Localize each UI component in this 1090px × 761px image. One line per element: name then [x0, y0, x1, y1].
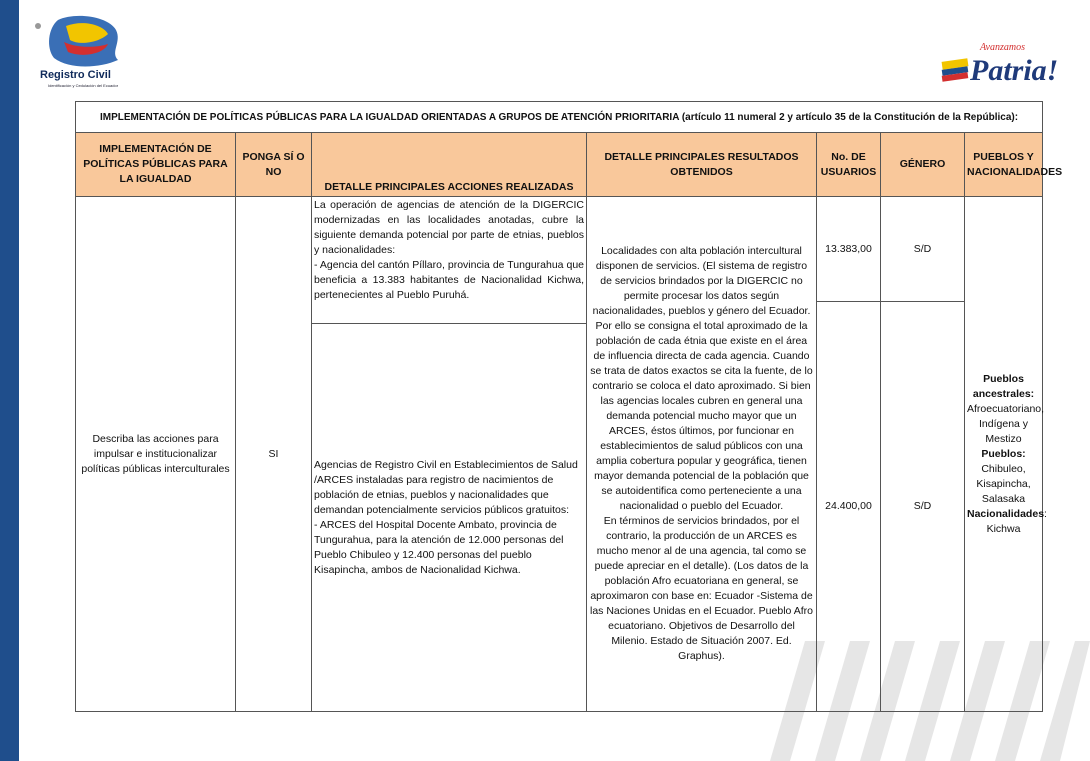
policies-table [75, 101, 1063, 712]
answer-cell: SI [236, 197, 312, 712]
logo-main-text: Patria! [970, 54, 1059, 87]
header-yes-no: PONGA SÍ O NO [236, 133, 312, 197]
results-cell: Localidades con alta población intercultural disponen de servicios. (El sistema de registro de servicios brindados por la DIGERCIC no permite procesar los datos según nacionalidades, pueblos y género del Ecuador. Por ello se consigna el total aproximado de la población de cada étnia que existe en el área de influencia directa de cada agencia. Cuando se trata de datos exactos se cita la fuente, de lo contrario se coloca el dato aproximado. Si bien las agencias locales cubren en general una demanda potencial mucho mayor que un ARCES, éstos últimos, por funcionar en establecimientos de salud públicos con una amplia cobertura popular y geográfica, tienen mayor demanda potencial de la población que se autoidentifica como perteneciente a una nacionalidad o pueblo del Ecuador. En términos de servicios brindados, por el contrario, la producción de un ARCES es mucho menor al de una agencia, tal como se puede apreciar en el detalle). (Los datos de la población Afro ecuatoriana en general, se aproximaron con base en: Ecuador -Sistema de las Naciones Unidas en el Ecuador. Pueblo Afro ecuatoriano. Objetivos de Desarrollo del Milenio. Estado de Situación 2007. Ed. Graphus). [587, 197, 817, 712]
registro-civil-logo [30, 12, 140, 98]
gender-cell-2: S/D [881, 302, 965, 712]
header-policy: IMPLEMENTACIÓN DE POLÍTICAS PÚBLICAS PARA LA IGUALDAD [76, 133, 236, 197]
left-blue-bar [0, 0, 19, 761]
header-actions: DETALLE PRINCIPALES ACCIONES REALIZADAS [312, 133, 587, 197]
peoples-label-nacionalidades: Nacionalidades [967, 507, 1045, 520]
header-users: No. DE USUARIOS [817, 133, 881, 197]
logo-title: Registro Civil [40, 69, 111, 81]
header-gender: GÉNERO [881, 133, 965, 197]
header-results: DETALLE PRINCIPALES RESULTADOS OBTENIDOS [587, 133, 817, 197]
peoples-value-pueblos: Chibuleo, Kisapincha, Salasaka [976, 462, 1031, 505]
action-cell-2: Agencias de Registro Civil en Establecimientos de Salud /ARCES instaladas para registro de nacimientos de población de etnias, pueblos y nacionalidades que demandan potencialmente servicios públicos gratuitos: - ARCES del Hospital Docente Ambato, provincia de Tungurahua, para la atención de 12.000 personas del Pueblo Chibuleo y 12.400 personas del pueblo Kisapincha, ambos de Nacionalidad Kichwa. [312, 324, 587, 712]
peoples-value-nacionalidades: : Kichwa [986, 507, 1047, 535]
users-cell-1: 13.383,00 [817, 197, 881, 302]
users-cell-2: 24.400,00 [817, 302, 881, 712]
avanzamos-patria-logo [940, 34, 1066, 94]
policy-cell: Describa las acciones para impulsar e institucionalizar políticas públicas interculturales [76, 197, 236, 712]
gender-cell-1: S/D [881, 197, 965, 302]
peoples-value-ancestral: Afroecuatoriano, Indígena y Mestizo [967, 402, 1045, 445]
logo-subtitle: Identificación y Cedulación del Ecuador [48, 83, 119, 88]
table-title: IMPLEMENTACIÓN DE POLÍTICAS PÚBLICAS PARA LA IGUALDAD ORIENTADAS A GRUPOS DE ATENCIÓN PRIORITARIA (artículo 11 numeral 2 y artículo 35 de la Constitución de la República): [76, 102, 1043, 133]
peoples-label-ancestral: Pueblos ancestrales: [972, 372, 1035, 400]
action-cell-1: La operación de agencias de atención de la DIGERCIC modernizadas en las localidades anotadas, cubre la siguiente demanda potencial por parte de etnias, pueblos y nacionalidades: - Agencia del cantón Píllaro, provincia de Tungurahua que beneficia a 13.383 habitantes de Nacionalidad Kichwa, pertenecientes al Pueblo Puruhá. [312, 197, 587, 324]
header-peoples: PUEBLOS Y NACIONALIDADES [965, 133, 1043, 197]
logo-top-text: Avanzamos [980, 42, 1025, 53]
peoples-cell [965, 197, 1047, 712]
peoples-label-pueblos: Pueblos: [981, 447, 1026, 460]
